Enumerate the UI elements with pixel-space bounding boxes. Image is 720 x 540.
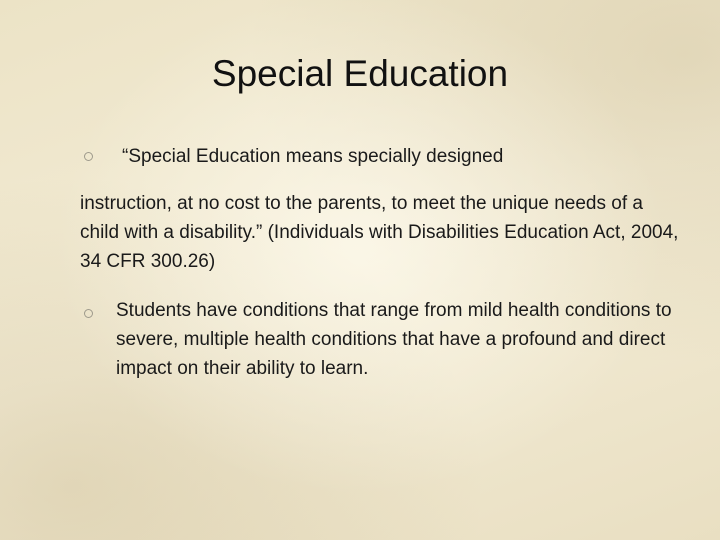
- bullet-2-text: Students have conditions that range from mild health conditions to severe, multiple health conditions that have a profound and direct impact on their ability to learn.: [116, 300, 672, 379]
- slide-title: Special Education: [211, 53, 509, 94]
- bullet-1-continuation: instruction, at no cost to the parents, to meet the unique needs of a child with a disability.” (Individuals with Disabilities Education Act, 2004, 34 CFR 300.26): [80, 193, 679, 272]
- bullet-circle-icon: [84, 309, 93, 318]
- bullet-1-first-line: “Special Education means specially designed: [122, 146, 504, 167]
- bullet-circle-icon: [84, 152, 93, 161]
